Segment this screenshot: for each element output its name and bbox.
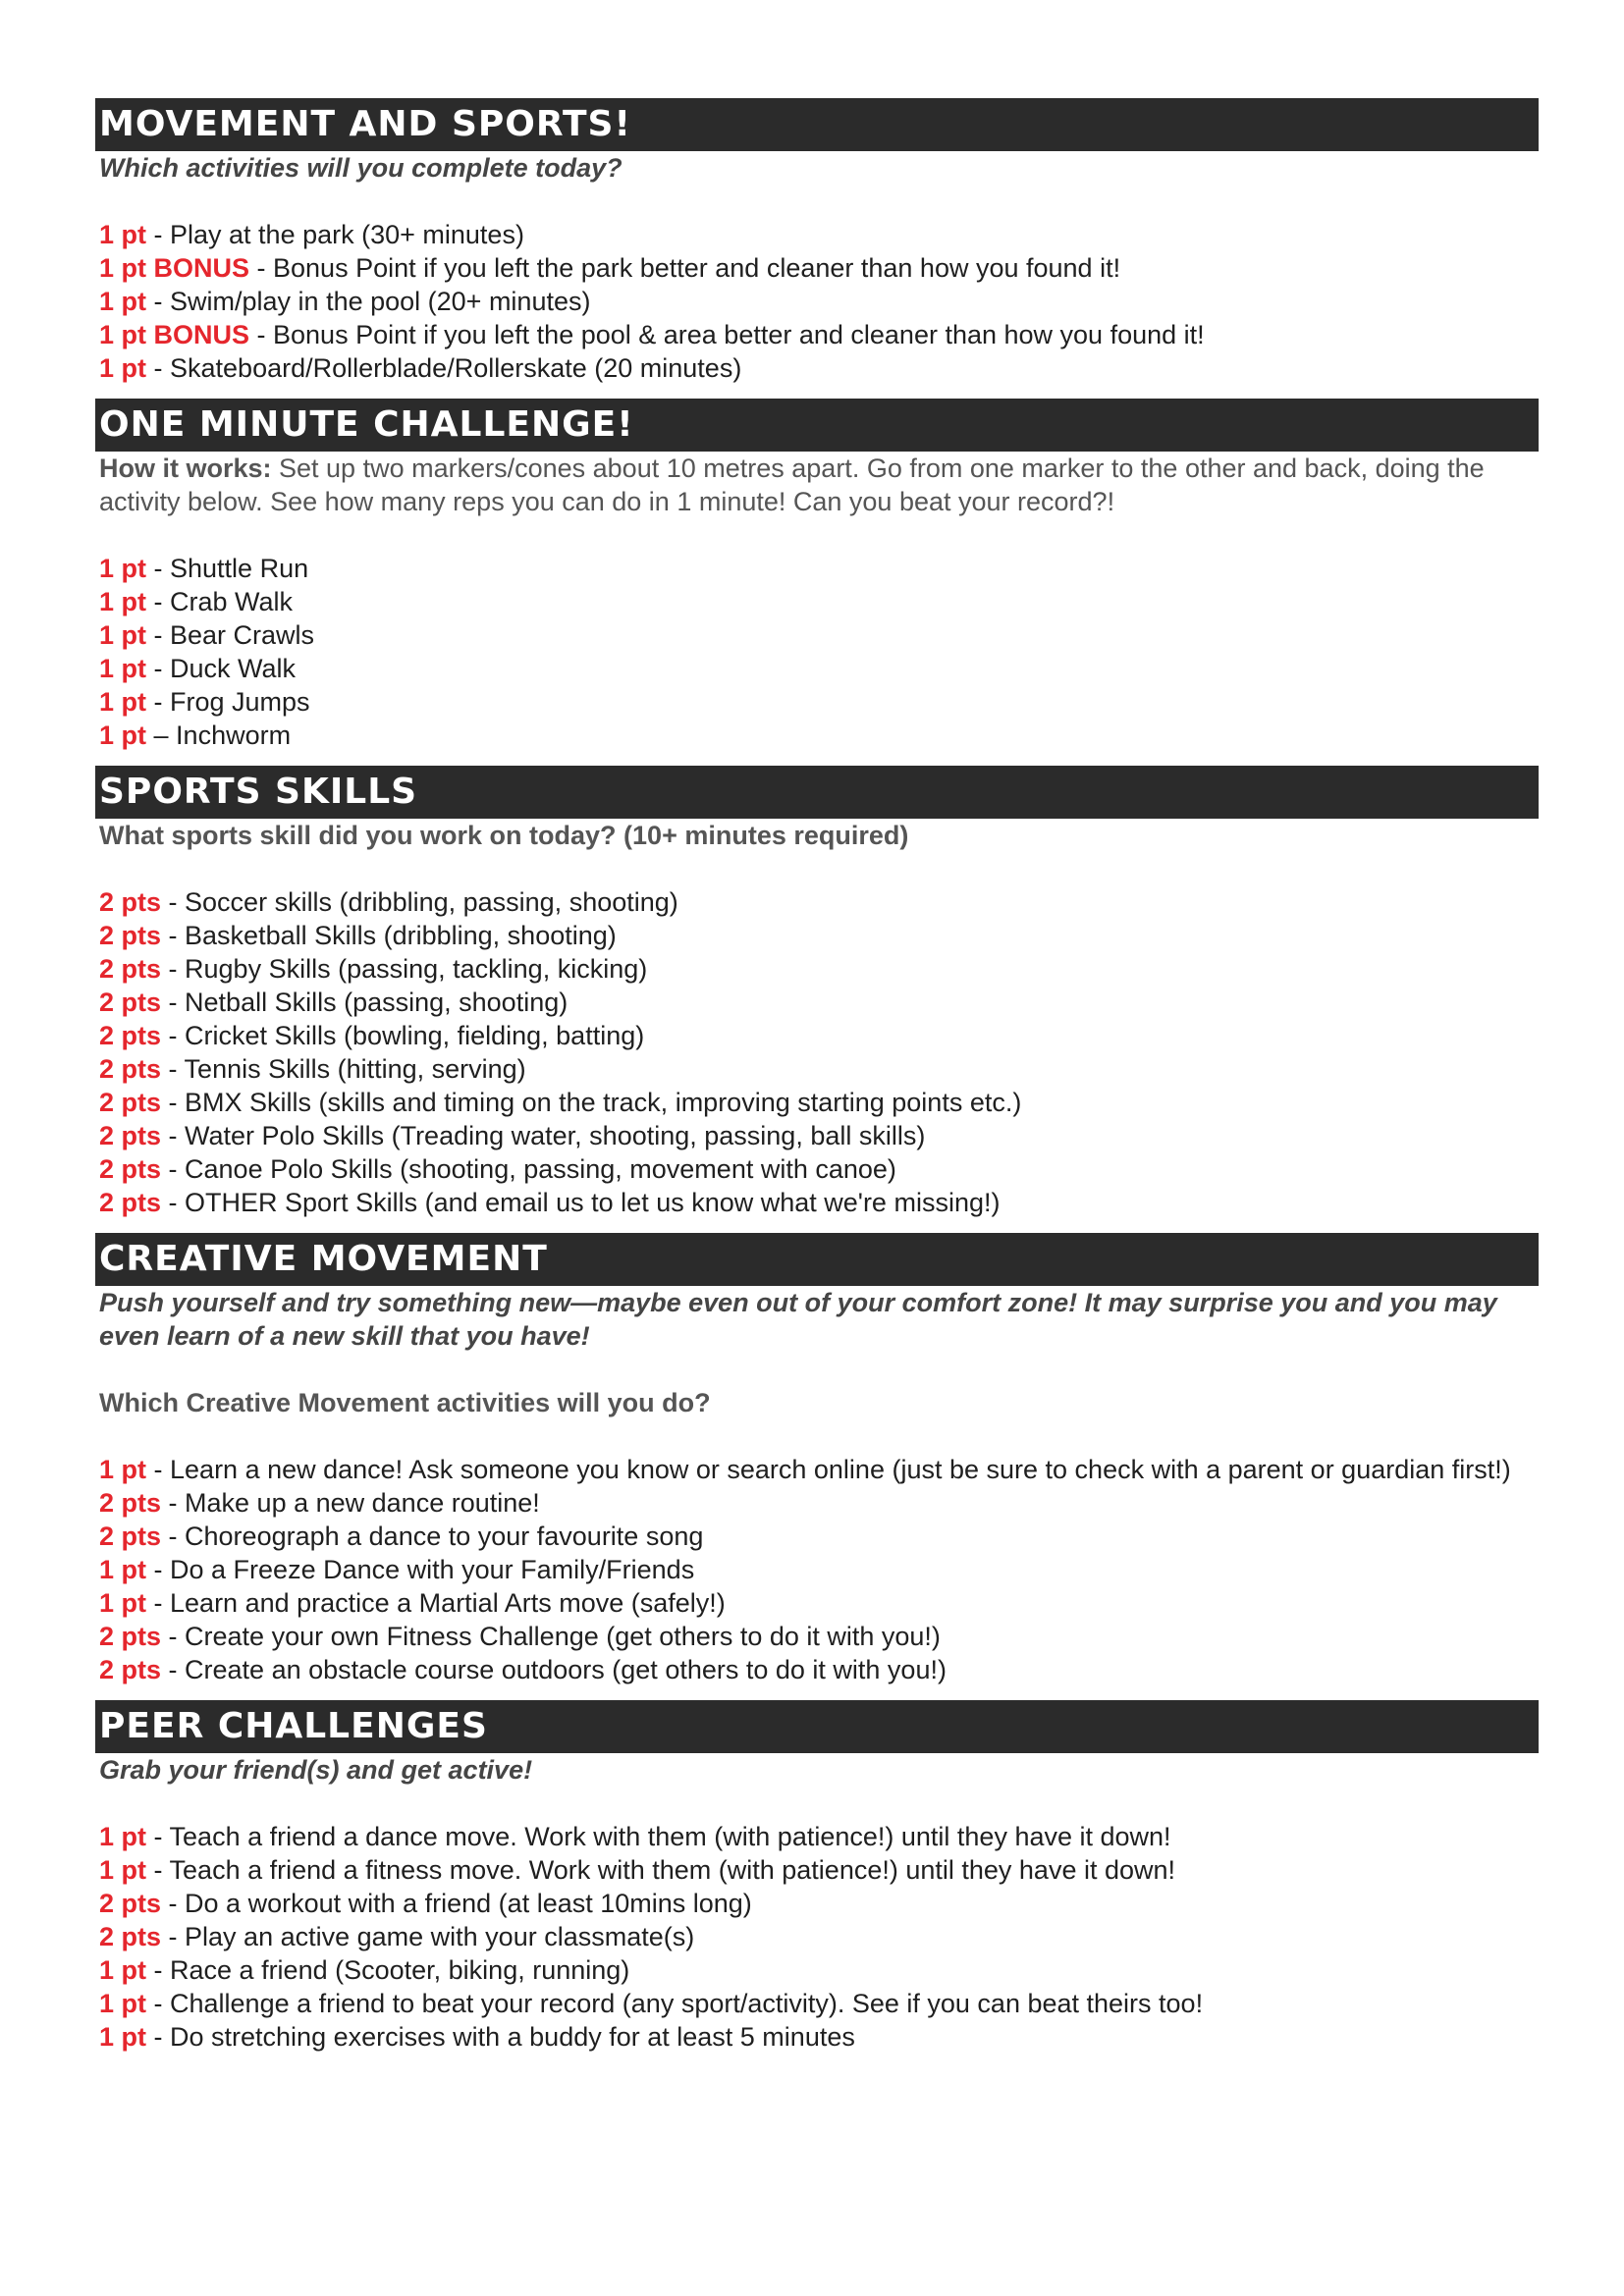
separator: - [146, 2022, 171, 2052]
section-subtitle: Grab your friend(s) and get active! [99, 1755, 533, 1785]
points-label: 2 pts [99, 1922, 162, 1951]
activity-text: Tennis Skills (hitting, serving) [184, 1054, 526, 1084]
activity-list [99, 885, 1539, 1219]
separator: - [249, 320, 274, 349]
list-item [99, 719, 1539, 752]
list-item [99, 1052, 1539, 1086]
section-one-minute-challenge [95, 399, 1539, 752]
list-item [99, 919, 1539, 952]
activity-text: Frog Jumps [170, 687, 310, 717]
activity-text: Create your own Fitness Challenge (get others to do it with you!) [185, 1622, 941, 1651]
points-label: 1 pt [99, 1989, 147, 2018]
list-item [99, 552, 1539, 585]
separator: - [161, 1121, 186, 1150]
activity-text: Challenge a friend to beat your record (any sport/activity). See if you can beat theirs too! [170, 1989, 1204, 2018]
activity-text: Learn and practice a Martial Arts move (safely!) [170, 1588, 726, 1618]
separator: - [161, 1188, 186, 1217]
list-item [99, 2020, 1539, 2054]
separator: - [161, 988, 186, 1017]
section-sports-skills [95, 766, 1539, 1219]
activity-text: Duck Walk [170, 654, 297, 683]
activity-text: Rugby Skills (passing, tackling, kicking) [185, 954, 648, 984]
list-item [99, 885, 1539, 919]
points-label: 1 pt BONUS [99, 320, 250, 349]
separator: - [146, 554, 171, 583]
list-item [99, 1086, 1539, 1119]
activity-text: Swim/play in the pool (20+ minutes) [170, 287, 591, 316]
section-creative-movement [95, 1233, 1539, 1686]
list-item [99, 251, 1539, 285]
activity-text: Bonus Point if you left the park better and cleaner than how you found it! [273, 253, 1121, 283]
points-label: 2 pts [99, 1488, 162, 1518]
activity-sheet [95, 98, 1539, 2067]
list-item [99, 652, 1539, 685]
separator: - [161, 1922, 186, 1951]
section-title: ONE MINUTE CHALLENGE! [95, 399, 1539, 452]
list-item [99, 1119, 1539, 1152]
points-label: 2 pts [99, 1021, 162, 1050]
list-item [99, 1453, 1539, 1486]
points-label: 1 pt [99, 1855, 147, 1885]
separator: - [161, 1488, 186, 1518]
points-label: 2 pts [99, 1622, 162, 1651]
points-label: 2 pts [99, 1889, 162, 1918]
separator: - [161, 1021, 186, 1050]
activity-text: Netball Skills (passing, shooting) [185, 988, 568, 1017]
section-title: SPORTS SKILLS [95, 766, 1539, 819]
separator: – [146, 721, 177, 750]
separator: - [146, 1989, 171, 2018]
points-label: 2 pts [99, 1655, 162, 1684]
separator: - [161, 921, 186, 950]
activity-text: Do a Freeze Dance with your Family/Friends [170, 1555, 695, 1584]
points-label: 1 pt [99, 1955, 147, 1985]
points-label: 2 pts [99, 1188, 162, 1217]
points-label: 2 pts [99, 1522, 162, 1551]
separator: - [146, 687, 171, 717]
separator: - [146, 287, 171, 316]
how-it-works-label: How it works: [99, 454, 272, 483]
list-item [99, 952, 1539, 986]
list-item [99, 618, 1539, 652]
points-label: 2 pts [99, 1121, 162, 1150]
points-label: 1 pt [99, 654, 147, 683]
separator: - [161, 1154, 186, 1184]
how-it-works-text [99, 452, 1539, 518]
points-label: 1 pt [99, 620, 147, 650]
list-item [99, 1553, 1539, 1586]
list-item [99, 1920, 1539, 1953]
activity-text: Play at the park (30+ minutes) [170, 220, 524, 249]
list-item [99, 1520, 1539, 1553]
points-label: 2 pts [99, 1054, 162, 1084]
list-item [99, 1887, 1539, 1920]
activity-text: Canoe Polo Skills (shooting, passing, movement with canoe) [185, 1154, 896, 1184]
activity-list [99, 1453, 1539, 1686]
section-subtitle: What sports skill did you work on today? (10+ minutes required) [99, 821, 909, 850]
separator: - [146, 220, 171, 249]
separator: - [146, 1455, 171, 1484]
points-label: 1 pt [99, 220, 147, 249]
list-item [99, 1186, 1539, 1219]
separator: - [161, 954, 186, 984]
list-item [99, 1853, 1539, 1887]
activity-text: Race a friend (Scooter, biking, running) [170, 1955, 630, 1985]
points-label: 1 pt [99, 587, 147, 616]
activity-text: Shuttle Run [170, 554, 309, 583]
points-label: 1 pt [99, 554, 147, 583]
section-question: Which Creative Movement activities will you do? [99, 1388, 711, 1417]
points-label: 1 pt [99, 287, 147, 316]
section-intro: Push yourself and try something new—maybe even out of your comfort zone! It may surprise you and you may even learn of a new skill that you have! [99, 1288, 1497, 1351]
section-subtitle: Which activities will you complete today? [99, 153, 623, 183]
list-item [99, 218, 1539, 251]
activity-text: Teach a friend a dance move. Work with them (with patience!) until they have it down! [169, 1822, 1171, 1851]
list-item [99, 1653, 1539, 1686]
activity-text: Water Polo Skills (Treading water, shooting, passing, ball skills) [185, 1121, 926, 1150]
separator: - [161, 887, 186, 917]
activity-text: Play an active game with your classmate(s) [185, 1922, 695, 1951]
separator: - [146, 1955, 171, 1985]
points-label: 2 pts [99, 921, 162, 950]
separator: - [146, 654, 171, 683]
how-it-works-body: Set up two markers/cones about 10 metres apart. Go from one marker to the other and back, doing the activity below. See how many reps you can do in 1 minute! Can you beat your record?! [99, 454, 1485, 516]
list-item [99, 351, 1539, 385]
separator: - [249, 253, 274, 283]
activity-text: Cricket Skills (bowling, fielding, batting) [185, 1021, 645, 1050]
points-label: 1 pt [99, 1555, 147, 1584]
activity-text: Choreograph a dance to your favourite song [185, 1522, 704, 1551]
list-item [99, 1152, 1539, 1186]
points-label: 2 pts [99, 988, 162, 1017]
list-item [99, 585, 1539, 618]
list-item [99, 285, 1539, 318]
activity-text: Crab Walk [170, 587, 294, 616]
list-item [99, 1586, 1539, 1620]
list-item [99, 1019, 1539, 1052]
activity-list [99, 1820, 1539, 2054]
points-label: 1 pt [99, 2022, 147, 2052]
separator: - [161, 1889, 186, 1918]
points-label: 1 pt [99, 1588, 147, 1618]
activity-text: Bonus Point if you left the pool & area better and cleaner than how you found it! [273, 320, 1205, 349]
points-label: 1 pt [99, 353, 147, 383]
separator: - [161, 1088, 186, 1117]
separator: - [146, 1822, 170, 1851]
points-label: 1 pt [99, 687, 147, 717]
activity-text: Skateboard/Rollerblade/Rollerskate (20 minutes) [170, 353, 742, 383]
activity-list [99, 218, 1539, 385]
list-item [99, 986, 1539, 1019]
list-item [99, 685, 1539, 719]
separator: - [161, 1522, 186, 1551]
separator: - [146, 1855, 170, 1885]
list-item [99, 1620, 1539, 1653]
points-label: 2 pts [99, 1088, 162, 1117]
section-title: PEER CHALLENGES [95, 1700, 1539, 1753]
separator: - [146, 587, 171, 616]
separator: - [146, 353, 171, 383]
activity-text: Do a workout with a friend (at least 10mins long) [185, 1889, 752, 1918]
separator: - [146, 620, 171, 650]
list-item [99, 1820, 1539, 1853]
list-item [99, 1987, 1539, 2020]
points-label: 1 pt [99, 1822, 147, 1851]
points-label: 1 pt [99, 1455, 147, 1484]
activity-text: Inchworm [176, 721, 292, 750]
activity-text: Make up a new dance routine! [185, 1488, 540, 1518]
separator: - [146, 1555, 171, 1584]
activity-text: Basketball Skills (dribbling, shooting) [185, 921, 617, 950]
separator: - [161, 1622, 186, 1651]
points-label: 1 pt BONUS [99, 253, 250, 283]
section-movement-and-sports [95, 98, 1539, 385]
separator: - [146, 1588, 171, 1618]
points-label: 2 pts [99, 887, 162, 917]
points-label: 2 pts [99, 954, 162, 984]
list-item [99, 1486, 1539, 1520]
separator: - [161, 1655, 186, 1684]
activity-text: OTHER Sport Skills (and email us to let us know what we're missing!) [185, 1188, 1001, 1217]
activity-text: BMX Skills (skills and timing on the track, improving starting points etc.) [185, 1088, 1022, 1117]
activity-text: Create an obstacle course outdoors (get others to do it with you!) [185, 1655, 947, 1684]
activity-text: Do stretching exercises with a buddy for at least 5 minutes [170, 2022, 855, 2052]
section-title: CREATIVE MOVEMENT [95, 1233, 1539, 1286]
activity-text: Learn a new dance! Ask someone you know or search online (just be sure to check with a parent or guardian first!) [170, 1455, 1511, 1484]
activity-text: Bear Crawls [170, 620, 315, 650]
section-peer-challenges [95, 1700, 1539, 2054]
list-item [99, 318, 1539, 351]
list-item [99, 1953, 1539, 1987]
activity-text: Soccer skills (dribbling, passing, shooting) [185, 887, 678, 917]
points-label: 2 pts [99, 1154, 162, 1184]
separator: - [161, 1054, 185, 1084]
activity-list [99, 552, 1539, 752]
points-label: 1 pt [99, 721, 147, 750]
section-title: MOVEMENT AND SPORTS! [95, 98, 1539, 151]
activity-text: Teach a friend a fitness move. Work with them (with patience!) until they have it down! [169, 1855, 1176, 1885]
